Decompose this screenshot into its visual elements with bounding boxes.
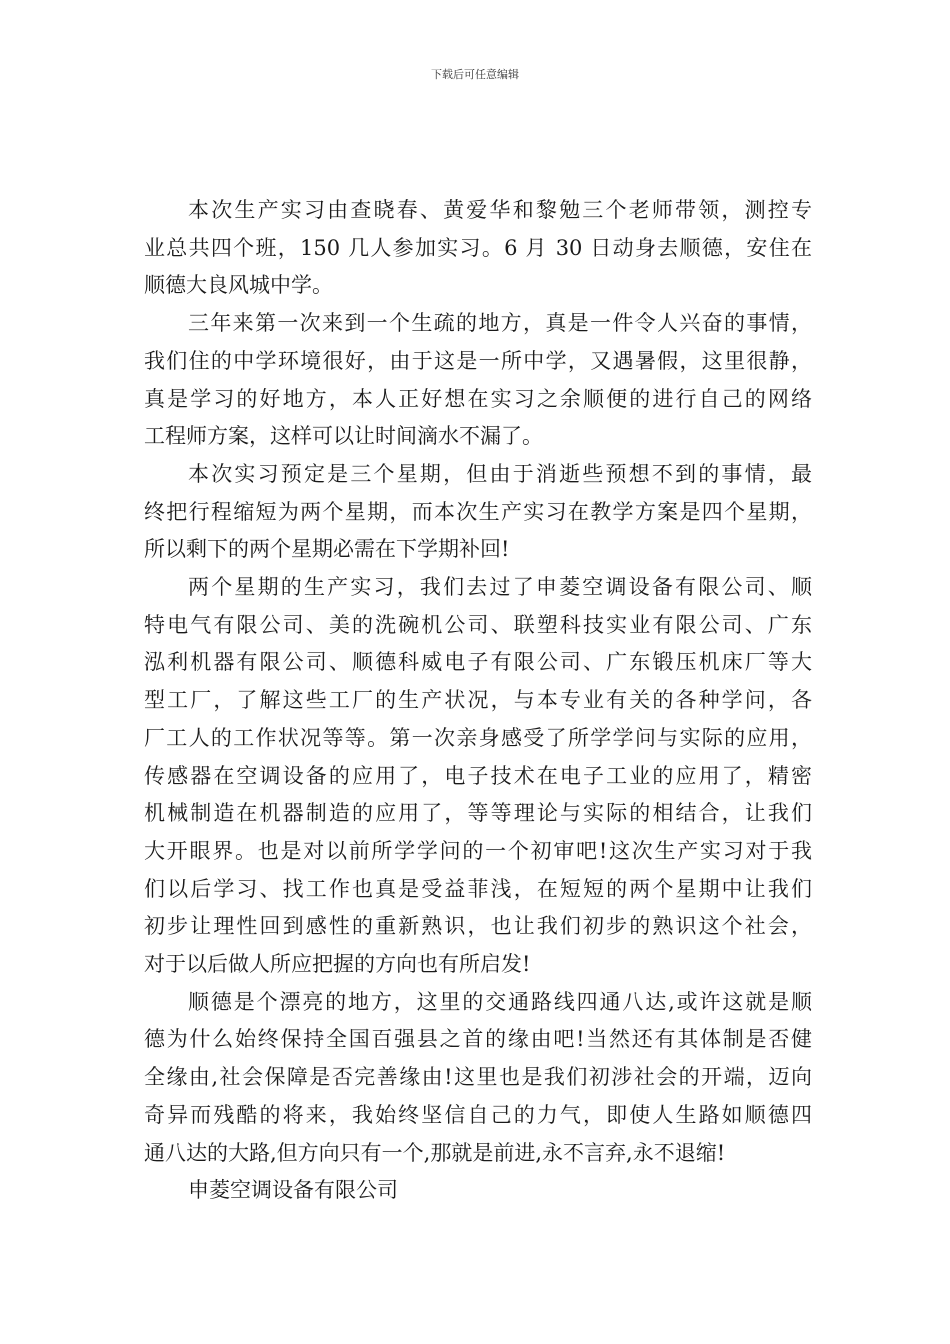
document-body [144, 192, 812, 1210]
text-line: 特电气有限公司、美的洗碗机公司、联塑科技实业有限公司、广东 [144, 612, 812, 637]
paragraph [144, 984, 812, 1173]
text-line: 大开眼界。也是对以前所学学问的一个初审吧!这次生产实习对于我 [144, 838, 812, 863]
text-line: 申菱空调设备有限公司 [188, 1178, 398, 1203]
text-line: 机械制造在机器制造的应用了，等等理论与实际的相结合，让我们 [144, 801, 812, 826]
text-line: 型工厂，了解这些工厂的生产状况，与本专业有关的各种学问，各 [144, 688, 812, 713]
text-line: 通八达的大路,但方向只有一个,那就是前进,永不言弃,永不退缩! [144, 1140, 726, 1165]
text-line: 顺德是个漂亮的地方，这里的交通路线四通八达,或许这就是顺 [188, 989, 812, 1014]
text-line: 业总共四个班，150 几人参加实习。6 月 30 日动身去顺德，安住在 [144, 235, 812, 260]
paragraph [144, 1172, 812, 1210]
paragraph [144, 192, 812, 305]
text-line: 泓利机器有限公司、顺德科威电子有限公司、广东锻压机床厂等大 [144, 650, 812, 675]
text-line: 本次生产实习由查晓春、黄爱华和黎勉三个老师带领，测控专 [188, 198, 812, 222]
text-line: 传感器在空调设备的应用了，电子技术在电子工业的应用了，精密 [144, 763, 812, 788]
text-line: 德为什么始终保持全国百强县之首的缘由吧!当然还有其体制是否健 [144, 1027, 812, 1052]
text-line: 们以后学习、找工作也真是受益菲浅，在短短的两个星期中让我们 [144, 876, 812, 901]
text-line: 三年来第一次来到一个生疏的地方，真是一件令人兴奋的事情， [188, 311, 812, 336]
text-line: 所以剩下的两个星期必需在下学期补回! [144, 537, 510, 562]
text-line: 工程师方案，这样可以让时间滴水不漏了。 [144, 424, 543, 449]
text-line: 全缘由,社会保障是否完善缘由!这里也是我们初涉社会的开端，迈向 [144, 1065, 812, 1090]
paragraph [144, 456, 812, 569]
text-line: 对于以后做人所应把握的方向也有所启发! [144, 952, 531, 977]
text-line: 真是学习的好地方，本人正好想在实习之余顺便的进行自己的网络 [144, 386, 812, 411]
text-line: 顺德大良风城中学。 [144, 273, 333, 298]
text-line: 奇异而残酷的将来，我始终坚信自己的力气，即使人生路如顺德四 [144, 1102, 812, 1127]
text-line: 终把行程缩短为两个星期，而本次生产实习在教学方案是四个星期， [144, 499, 812, 524]
page-header: 下载后可任意编辑 [431, 68, 519, 81]
text-line: 厂工人的工作状况等等。第一次亲身感受了所学学问与实际的应用， [144, 725, 812, 750]
paragraph [144, 569, 812, 984]
text-line: 本次实习预定是三个星期，但由于消逝些预想不到的事情，最 [188, 461, 812, 486]
text-line: 我们住的中学环境很好，由于这是一所中学，又遇暑假，这里很静， [144, 348, 812, 373]
paragraph [144, 305, 812, 456]
text-line: 两个星期的生产实习，我们去过了申菱空调设备有限公司、顺 [188, 575, 812, 600]
text-line: 初步让理性回到感性的重新熟识，也让我们初步的熟识这个社会， [144, 914, 812, 939]
